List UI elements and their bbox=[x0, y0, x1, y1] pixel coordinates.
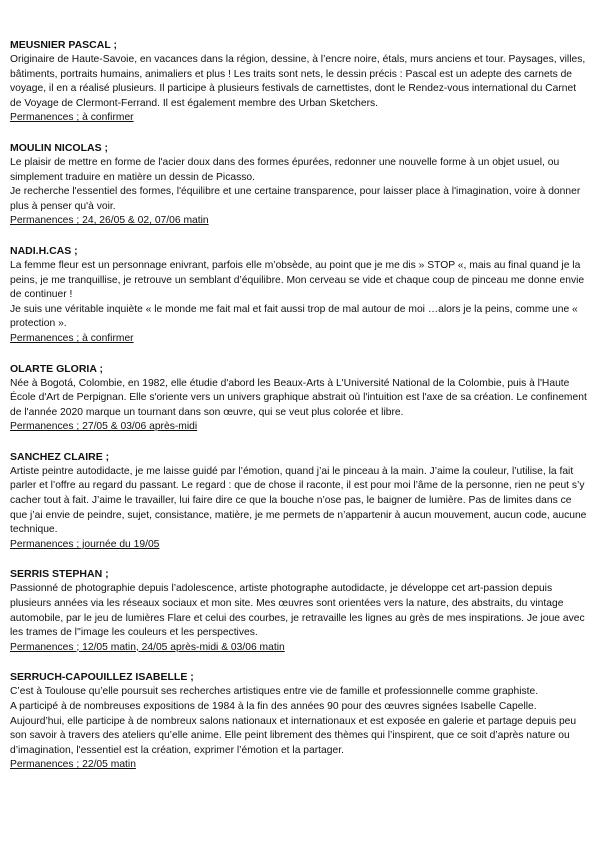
artist-entry-meusnier bbox=[10, 38, 590, 126]
artist-description: Passionné de photographie depuis l’adolescence, artiste photographe autodidacte, je développe cet art-passion depuis plusieurs années via les réseaux sociaux et mon site. Mes œuvres sont orientées vers la nature, des abstraits, du vintage automobile, par le jeu de lumières Flare et celui des courbes, je retravaille les lignes au grès de mes inspirations. Je joue avec les trames de l''image les couleurs et les perspectives. bbox=[10, 583, 585, 639]
artist-name: SANCHEZ CLAIRE ; bbox=[10, 450, 110, 463]
permanences-info: Permanences ; à confirmer bbox=[10, 332, 134, 344]
artist-description: Artiste peintre autodidacte, je me laisse guidé par l’émotion, quand j’ai le pinceau à la main. J’aime la couleur, l’utilise, la fait parler et l’offre au regard du passant. Le regard : que de chose il raconte, il est pour moi l’âme de la personne, rien ne peut s’y cacher tout à fait. J’aime le travailler, lui faire dire ce que la bouche n’ose pas, le baigner de lumière. Pas de limites dans ce que j’ai envie de peindre, sujet, consistance, matière, je me permets de n’appartenir à aucun mouvement, aucun code, aucune technique. bbox=[10, 465, 587, 536]
artist-description: Je recherche l'essentiel des formes, l'équilibre et une certaine transparence, pour laisser place à l'imagination, voire à donner plus à penser qu'à voir. bbox=[10, 186, 581, 212]
permanences-info: Permanences ; journée du 19/05 bbox=[10, 538, 160, 550]
artist-name: SERRIS STEPHAN ; bbox=[10, 568, 109, 581]
artist-name: MEUSNIER PASCAL ; bbox=[10, 39, 117, 51]
artist-description: La femme fleur est un personnage enivrant, parfois elle m’obsède, au point que je me dis » STOP «, mais au final quand je la peins, je me tranquillise, je retrouve un semblant d’équilibre. Mon cerveau se vide et chaque coup de pinceau me donne envie de continuer ! bbox=[10, 259, 585, 301]
artist-entry-serris bbox=[10, 567, 590, 655]
artist-name: MOULIN NICOLAS ; bbox=[10, 141, 108, 154]
artist-name: OLARTE GLORIA ; bbox=[10, 362, 103, 375]
permanences-info: Permanences ; 12/05 matin, 24/05 après-midi & 03/06 matin bbox=[10, 641, 285, 653]
artist-description: Aujourd’hui, elle participe à de nombreux salons nationaux et internationaux et est exposée en galerie et partage depuis peu son savoir à travers des ateliers qu’elle anime. Elle peint librement des thèmes qui l’inspirent, que ce soit d’après nature ou d’imagination, l'essentiel est la création, exprimer l’émotion et la partager. bbox=[10, 715, 577, 756]
artist-name: SERRUCH-CAPOUILLEZ ISABELLE ; bbox=[10, 671, 194, 684]
permanences-info: Permanences ; 22/05 matin bbox=[10, 759, 136, 771]
artist-description: Le plaisir de mettre en forme de l'acier doux dans des formes épurées, redonner une nouvelle forme à un objet usuel, ou simplement traduire en matière un dessin de Picasso. bbox=[10, 156, 560, 183]
permanences-info: Permanences ; 24, 26/05 & 02, 07/06 matin bbox=[10, 215, 209, 227]
permanences-info: Permanences ; 27/05 & 03/06 après-midi bbox=[10, 421, 198, 433]
artist-entry-serruch-capouillez bbox=[10, 670, 590, 773]
artist-entry-olarte bbox=[10, 362, 590, 435]
artist-description: A participé à de nombreuses expositions de 1984 à la fin des années 90 pour des œuvres signées Isabelle Capelle. bbox=[10, 701, 537, 712]
artist-entry-moulin bbox=[10, 141, 590, 229]
artist-description: Née à Bogotá, Colombie, en 1982, elle étudie d'abord les Beaux-Arts à L'Université National de la Colombie, puis à l'Haute École d'Art de Perpignan. Elle s'oriente vers un univers graphique abstrait où l'intuition est l'axe de sa création. Le confinement de l'année 2020 marque un tournant dans son œuvre, qui se veut plus colorée et libre. bbox=[10, 377, 587, 418]
artist-entry-sanchez bbox=[10, 450, 590, 553]
artist-description: Je suis une véritable inquiète « le monde me fait mal et fait aussi trop de mal autour de moi …alors je la peins, comme une « protection ». bbox=[10, 303, 578, 330]
artist-description: C’est à Toulouse qu’elle poursuit ses recherches artistiques entre vie de famille et professionnelle comme graphiste. bbox=[10, 686, 539, 698]
permanences-info: Permanences ; à confirmer bbox=[10, 112, 134, 124]
artist-entry-nadihcas bbox=[10, 244, 590, 347]
artist-name: NADI.H.CAS ; bbox=[10, 244, 78, 257]
artist-description: Originaire de Haute-Savoie, en vacances dans la région, dessine, à l’encre noire, étals, murs anciens et tour. Paysages, villes, bâtiments, portraits humains, animaliers et plus ! Les traits sont nets, le dessin précis : Pascal est un adepte des carnets de voyage, il en a réalisé plusieurs. Il participe à plusieurs festivals de carnettistes, dont le Rendez-vous international du Carnet de Voyage de Clermont-Ferrand. Il est également membre des Urban Sketchers. bbox=[10, 54, 586, 109]
